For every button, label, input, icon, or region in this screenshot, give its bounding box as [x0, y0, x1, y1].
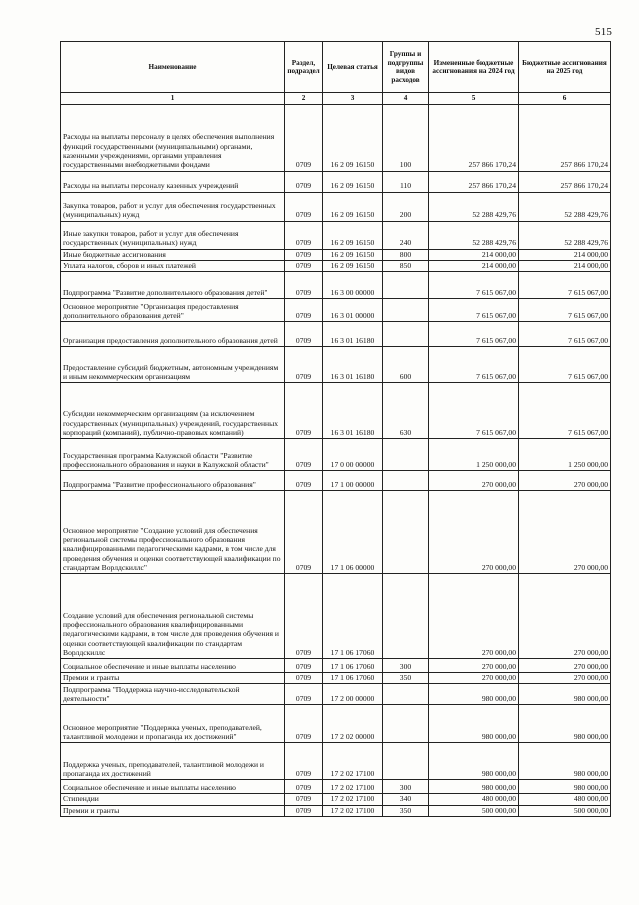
- header-target: Целевая статья: [323, 42, 383, 93]
- row-target: 16 2 09 16150: [323, 249, 383, 260]
- row-target: 16 3 00 00000: [323, 272, 383, 299]
- row-section: 0709: [285, 104, 323, 171]
- table-row: [61, 249, 611, 260]
- row-section: 0709: [285, 673, 323, 684]
- row-section: 0709: [285, 347, 323, 383]
- row-value-2024: 7 615 067,00: [429, 272, 519, 299]
- row-value-2025: 7 615 067,00: [519, 383, 611, 439]
- row-name: Основное мероприятие "Создание условий для обеспечения региональной системы профессионального образования квалифицированными педагогическими кадрами, в том числе для проведения обучения и оценки соответствующей квалификации по стандартам Ворлдскиллс": [61, 491, 285, 574]
- row-value-2024: 270 000,00: [429, 491, 519, 574]
- row-name: Расходы на выплаты персоналу казенных учреждений: [61, 171, 285, 192]
- row-group: 340: [383, 794, 429, 805]
- row-value-2025: 980 000,00: [519, 780, 611, 794]
- row-group: [383, 743, 429, 780]
- row-group: [383, 491, 429, 574]
- row-target: 17 2 00 00000: [323, 684, 383, 705]
- table-row: [61, 383, 611, 439]
- row-section: 0709: [285, 299, 323, 322]
- row-value-2024: 7 615 067,00: [429, 299, 519, 322]
- row-group: [383, 471, 429, 491]
- header-budget-2025: Бюджетные ассигнования на 2025 год: [519, 42, 611, 93]
- row-name: Основное мероприятие "Организация предоставления дополнительного образования детей": [61, 299, 285, 322]
- row-value-2025: 257 866 170,24: [519, 104, 611, 171]
- table-row: [61, 192, 611, 221]
- row-value-2025: 270 000,00: [519, 574, 611, 659]
- row-value-2025: 7 615 067,00: [519, 322, 611, 347]
- row-value-2025: 52 288 429,76: [519, 192, 611, 221]
- row-group: [383, 574, 429, 659]
- row-name: Предоставление субсидий бюджетным, автономным учреждениям и иным некоммерческим организациям: [61, 347, 285, 383]
- table-row: [61, 780, 611, 794]
- row-section: 0709: [285, 743, 323, 780]
- row-group: 100: [383, 104, 429, 171]
- row-target: 17 0 00 00000: [323, 439, 383, 471]
- row-name: Субсидии некоммерческим организациям (за исключением государственных (муниципальных) учреждений, государственных корпораций (компаний), публично-правовых компаний): [61, 383, 285, 439]
- row-group: 850: [383, 260, 429, 271]
- row-group: [383, 299, 429, 322]
- table-row: [61, 491, 611, 574]
- row-value-2024: 270 000,00: [429, 659, 519, 673]
- row-section: 0709: [285, 221, 323, 249]
- header-group: Группы и подгруппы видов расходов: [383, 42, 429, 93]
- row-target: 17 1 00 00000: [323, 471, 383, 491]
- row-group: 350: [383, 673, 429, 684]
- row-value-2024: 7 615 067,00: [429, 383, 519, 439]
- row-section: 0709: [285, 171, 323, 192]
- table-row: [61, 221, 611, 249]
- table-row: [61, 659, 611, 673]
- table-row: [61, 104, 611, 171]
- row-value-2024: 7 615 067,00: [429, 347, 519, 383]
- row-value-2024: 7 615 067,00: [429, 322, 519, 347]
- row-name: Закупка товаров, работ и услуг для обеспечения государственных (муниципальных) нужд: [61, 192, 285, 221]
- row-section: 0709: [285, 684, 323, 705]
- column-number: 5: [429, 93, 519, 105]
- row-value-2025: 7 615 067,00: [519, 299, 611, 322]
- row-section: 0709: [285, 780, 323, 794]
- row-section: 0709: [285, 383, 323, 439]
- row-group: 350: [383, 805, 429, 816]
- row-value-2025: 270 000,00: [519, 673, 611, 684]
- column-number-row: [61, 93, 611, 105]
- row-target: 16 3 01 16180: [323, 347, 383, 383]
- row-value-2025: 52 288 429,76: [519, 221, 611, 249]
- table-row: [61, 439, 611, 471]
- header-row: [61, 42, 611, 93]
- row-value-2024: 980 000,00: [429, 743, 519, 780]
- column-number: 1: [61, 93, 285, 105]
- row-group: [383, 705, 429, 743]
- row-group: 630: [383, 383, 429, 439]
- row-group: [383, 272, 429, 299]
- table-row: [61, 322, 611, 347]
- row-target: 17 1 06 17060: [323, 659, 383, 673]
- row-name: Подпрограмма "Развитие профессионального образования": [61, 471, 285, 491]
- row-section: 0709: [285, 260, 323, 271]
- row-value-2024: 270 000,00: [429, 471, 519, 491]
- row-target: 16 2 09 16150: [323, 260, 383, 271]
- row-name: Иные бюджетные ассигнования: [61, 249, 285, 260]
- table-body: [61, 104, 611, 816]
- row-value-2025: 980 000,00: [519, 743, 611, 780]
- table-row: [61, 471, 611, 491]
- row-section: 0709: [285, 574, 323, 659]
- row-name: Социальное обеспечение и иные выплаты населению: [61, 659, 285, 673]
- page-number: 515: [595, 26, 613, 38]
- row-value-2025: 980 000,00: [519, 684, 611, 705]
- row-group: 240: [383, 221, 429, 249]
- row-group: 200: [383, 192, 429, 221]
- column-number: 4: [383, 93, 429, 105]
- row-group: 110: [383, 171, 429, 192]
- row-target: 16 2 09 16150: [323, 104, 383, 171]
- row-value-2024: 270 000,00: [429, 574, 519, 659]
- row-value-2025: 257 866 170,24: [519, 171, 611, 192]
- row-name: Иные закупки товаров, работ и услуг для обеспечения государственных (муниципальных) нужд: [61, 221, 285, 249]
- row-value-2025: 500 000,00: [519, 805, 611, 816]
- table-row: [61, 743, 611, 780]
- row-name: Премии и гранты: [61, 673, 285, 684]
- row-group: [383, 439, 429, 471]
- row-name: Подпрограмма "Развитие дополнительного образования детей": [61, 272, 285, 299]
- header-section: Раздел, подраздел: [285, 42, 323, 93]
- table-row: [61, 805, 611, 816]
- row-value-2025: 1 250 000,00: [519, 439, 611, 471]
- row-value-2025: 270 000,00: [519, 491, 611, 574]
- budget-table: [60, 41, 611, 817]
- row-value-2024: 980 000,00: [429, 705, 519, 743]
- row-target: 17 1 06 17060: [323, 673, 383, 684]
- row-group: 300: [383, 780, 429, 794]
- row-section: 0709: [285, 805, 323, 816]
- row-section: 0709: [285, 272, 323, 299]
- row-target: 16 3 01 00000: [323, 299, 383, 322]
- row-name: Государственная программа Калужской области "Развитие профессионального образования и науки в Калужской области": [61, 439, 285, 471]
- column-number: 3: [323, 93, 383, 105]
- row-group: 800: [383, 249, 429, 260]
- row-value-2025: 980 000,00: [519, 705, 611, 743]
- row-value-2025: 270 000,00: [519, 471, 611, 491]
- table-row: [61, 574, 611, 659]
- table-row: [61, 171, 611, 192]
- row-target: 17 2 02 17100: [323, 743, 383, 780]
- row-value-2024: 1 250 000,00: [429, 439, 519, 471]
- row-value-2025: 480 000,00: [519, 794, 611, 805]
- row-value-2025: 270 000,00: [519, 659, 611, 673]
- row-section: 0709: [285, 439, 323, 471]
- row-value-2024: 980 000,00: [429, 684, 519, 705]
- row-name: Стипендии: [61, 794, 285, 805]
- row-section: 0709: [285, 794, 323, 805]
- table-row: [61, 684, 611, 705]
- row-section: 0709: [285, 249, 323, 260]
- row-value-2025: 7 615 067,00: [519, 272, 611, 299]
- row-section: 0709: [285, 471, 323, 491]
- row-value-2024: 257 866 170,24: [429, 104, 519, 171]
- row-section: 0709: [285, 705, 323, 743]
- header-name: Наименование: [61, 42, 285, 93]
- column-number: 2: [285, 93, 323, 105]
- table-row: [61, 673, 611, 684]
- row-target: 17 2 02 17100: [323, 780, 383, 794]
- row-name: Организация предоставления дополнительного образования детей: [61, 322, 285, 347]
- row-target: 17 2 02 00000: [323, 705, 383, 743]
- row-name: Создание условий для обеспечения региональной системы профессионального образования квалифицированными педагогическими кадрами, в том числе для проведения обучения и оценки соответствующей квалификации по стандартам Ворлдскиллс: [61, 574, 285, 659]
- row-name: Уплата налогов, сборов и иных платежей: [61, 260, 285, 271]
- row-section: 0709: [285, 192, 323, 221]
- header-changed-2024: Измененные бюджетные ассигнования на 2024 год: [429, 42, 519, 93]
- row-value-2024: 257 866 170,24: [429, 171, 519, 192]
- row-name: Основное мероприятие "Поддержка ученых, преподавателей, талантливой молодежи и пропаганда их достижений": [61, 705, 285, 743]
- row-value-2025: 214 000,00: [519, 249, 611, 260]
- row-group: [383, 684, 429, 705]
- column-number: 6: [519, 93, 611, 105]
- row-target: 16 3 01 16180: [323, 322, 383, 347]
- row-target: 17 2 02 17100: [323, 805, 383, 816]
- row-target: 16 3 01 16180: [323, 383, 383, 439]
- row-name: Социальное обеспечение и иные выплаты населению: [61, 780, 285, 794]
- row-value-2024: 214 000,00: [429, 260, 519, 271]
- row-value-2024: 52 288 429,76: [429, 192, 519, 221]
- table-row: [61, 794, 611, 805]
- row-group: 300: [383, 659, 429, 673]
- row-name: Премии и гранты: [61, 805, 285, 816]
- row-target: 16 2 09 16150: [323, 192, 383, 221]
- table-row: [61, 260, 611, 271]
- table-row: [61, 705, 611, 743]
- row-name: Поддержка ученых, преподавателей, талантливой молодежи и пропаганда их достижений: [61, 743, 285, 780]
- row-section: 0709: [285, 659, 323, 673]
- row-section: 0709: [285, 491, 323, 574]
- row-target: 17 2 02 17100: [323, 794, 383, 805]
- row-value-2025: 7 615 067,00: [519, 347, 611, 383]
- row-target: 16 2 09 16150: [323, 221, 383, 249]
- row-target: 17 1 06 17060: [323, 574, 383, 659]
- row-value-2024: 52 288 429,76: [429, 221, 519, 249]
- table-row: [61, 347, 611, 383]
- row-name: Подпрограмма "Поддержка научно-исследовательской деятельности": [61, 684, 285, 705]
- row-value-2025: 214 000,00: [519, 260, 611, 271]
- row-target: 16 2 09 16150: [323, 171, 383, 192]
- row-value-2024: 500 000,00: [429, 805, 519, 816]
- table-row: [61, 272, 611, 299]
- row-group: 600: [383, 347, 429, 383]
- row-group: [383, 322, 429, 347]
- row-value-2024: 214 000,00: [429, 249, 519, 260]
- row-section: 0709: [285, 322, 323, 347]
- row-name: Расходы на выплаты персоналу в целях обеспечения выполнения функций государственными (муниципальными) органами, казенными учреждениями, органами управления государственными внебюджетными фондами: [61, 104, 285, 171]
- table-row: [61, 299, 611, 322]
- row-target: 17 1 06 00000: [323, 491, 383, 574]
- row-value-2024: 270 000,00: [429, 673, 519, 684]
- row-value-2024: 980 000,00: [429, 780, 519, 794]
- row-value-2024: 480 000,00: [429, 794, 519, 805]
